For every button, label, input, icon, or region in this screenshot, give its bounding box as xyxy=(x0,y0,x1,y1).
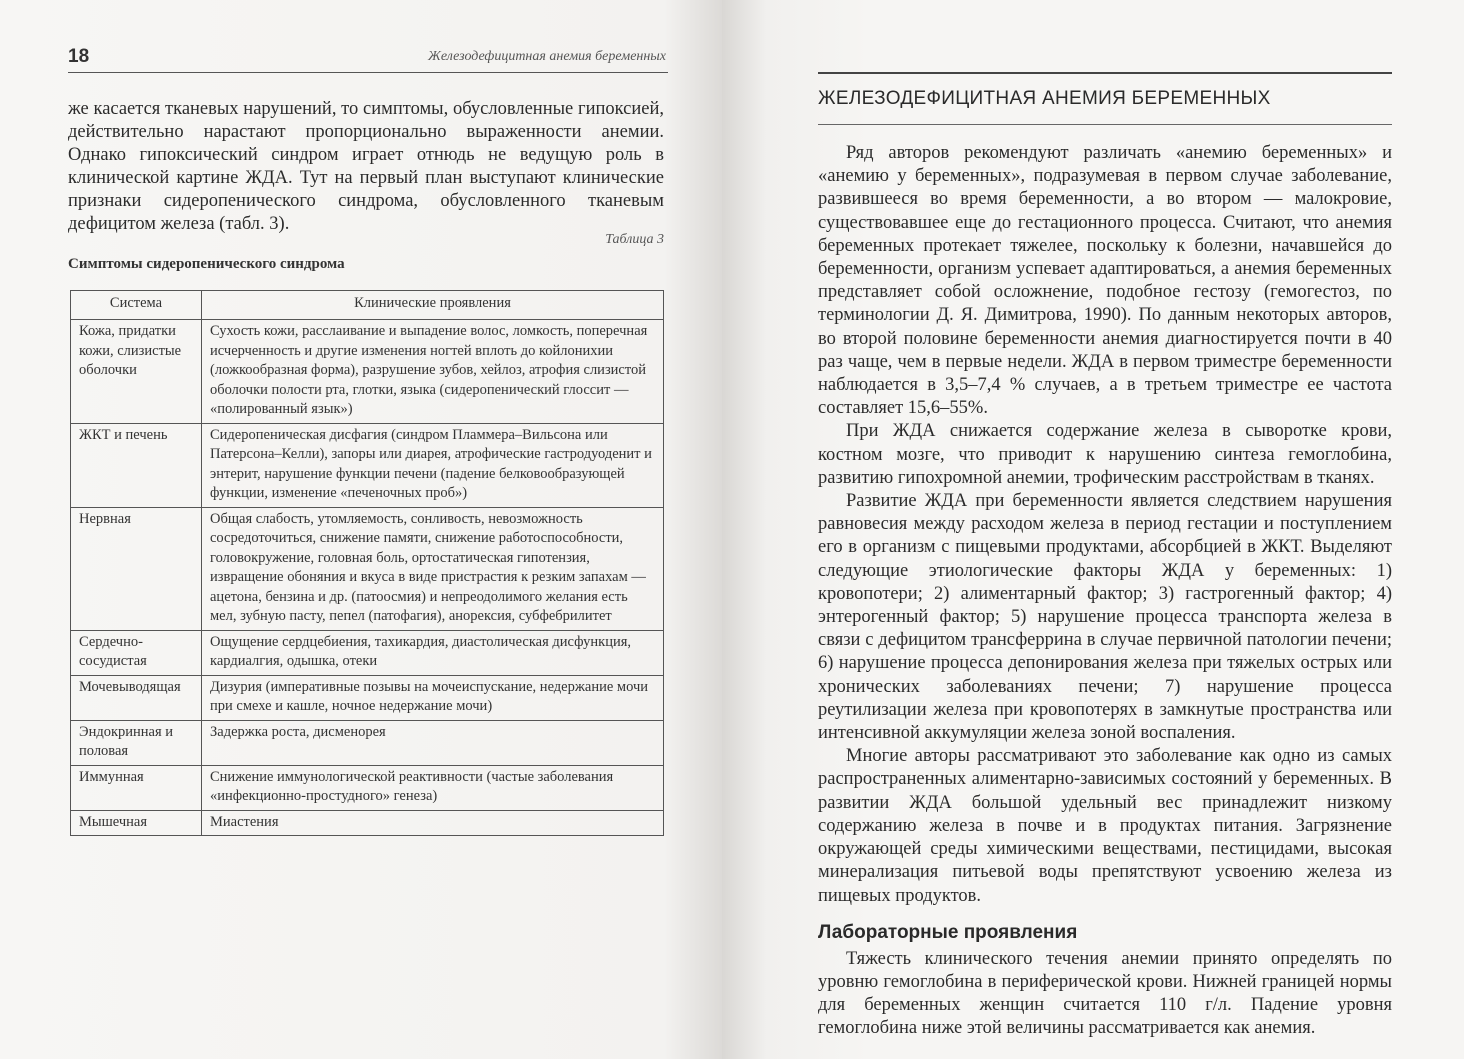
intro-paragraph: же касается тканевых нарушений, то симптомы, обусловленные гипоксией, действительно нарастают пропорционально выраженности анемии. Однако гипоксический синдром играет отнюдь не ведущую роль в клинической картине ЖДА. Тут на первый план выступают клинические признаки сидеропенического синдрома, обусловленного тканевым дефицитом железа (табл. 3). xyxy=(68,99,664,234)
table-row xyxy=(71,423,664,507)
right-page-body xyxy=(818,142,1392,1041)
body-paragraph: Развитие ЖДА при беременности является следствием нарушения равновесия между расходом железа в период гестации и поступлением его в организм с пищевыми продуктами, абсорбцией в ЖКТ. Выделяют следующие этиологические факторы ЖДА у беременных: 1) кровопотери; 2) алиментарный фактор; 3) гастрогенный фактор; 4) энтерогенный фактор; 5) нарушение процесса транспорта железа в связи с дефицитом трансферрина в случае первичной патологии печени; 6) нарушение процесса депонирования железа при тяжелых острых или хронических заболеваниях печени; 7) нарушение процесса реутилизации железа при кровопотерях в замкнутые пространства или интенсивной аккумуляции железа зоной воспаления. xyxy=(818,491,1392,744)
table-cell-system: Эндокринная и половая xyxy=(71,720,202,765)
table-cell-symptoms: Миастения xyxy=(202,810,664,836)
table-cell-symptoms: Задержка роста, дисменорея xyxy=(202,720,664,765)
table-row xyxy=(71,765,664,810)
header-rule-bottom xyxy=(818,124,1392,125)
table-cell-system: ЖКТ и печень xyxy=(71,423,202,507)
table-number: Таблица 3 xyxy=(605,232,664,247)
table-row xyxy=(71,810,664,836)
table-cell-system: Кожа, придатки кожи, слизистые оболочки xyxy=(71,320,202,424)
table-cell-symptoms: Общая слабость, утомляемость, сонливость, невозможность сосредоточиться, снижение памяти, снижение работоспособности, головокружение, головная боль, ортостатическая гипотензия, извращение обоняния и вкуса в виде пристрастия к резким запахам — ацетона, бензина и др. (патоосмия) и непреодолимого желания есть мел, зубную пасту, пепел (патофагия), анорексия, субфебрилитет xyxy=(202,507,664,630)
table-cell-symptoms: Дизурия (императивные позывы на мочеиспускание, недержание мочи при смехе и кашле, ночное недержание мочи) xyxy=(202,675,664,720)
section-title: Лабораторные проявления xyxy=(818,921,1078,943)
table-row xyxy=(71,675,664,720)
section-paragraph: Тяжесть клинического течения анемии принято определять по уровню гемоглобина в периферической крови. Нижней границей нормы для беременных женщин считается 110 г/л. Падение уровня гемоглобина ниже этой величины рассматривается как анемия. xyxy=(818,948,1392,1039)
left-page-header xyxy=(68,44,668,73)
table-cell-system: Мышечная xyxy=(71,810,202,836)
header-rule-top xyxy=(818,72,1392,74)
running-head: Железодефицитная анемия беременных xyxy=(428,49,666,64)
table-row xyxy=(71,720,664,765)
table-cell-symptoms: Сидеропеническая дисфагия (синдром Пламмера–Вильсона или Патерсона–Келли), запоры или диарея, атрофические гастродуоденит и энтерит, нарушение функции печени (падение белковообразующей функции, изменение «печеночных проб») xyxy=(202,423,664,507)
table-cell-system: Сердечно-сосудистая xyxy=(71,630,202,675)
table-cell-symptoms: Сухость кожи, расслаивание и выпадение волос, ломкость, поперечная исчерченность и другие изменения ногтей вплоть до койлонихии (ложкообразная форма), разрушение зубов, хейлоз, атрофия слизистой оболочки полости рта, глотки, языка (сидеропенический глоссит — «полированный язык») xyxy=(202,320,664,424)
table-cell-system: Иммунная xyxy=(71,765,202,810)
table-cell-symptoms: Ощущение сердцебиения, тахикардия, диастолическая дисфункция, кардиалгия, одышка, отеки xyxy=(202,630,664,675)
chapter-header: ЖЕЛЕЗОДЕФИЦИТНАЯ АНЕМИЯ БЕРЕМЕННЫХ xyxy=(818,88,1271,109)
page-number: 18 xyxy=(68,46,90,67)
left-page xyxy=(0,0,722,1059)
table-title: Симптомы сидеропенического синдрома xyxy=(68,256,345,272)
table-cell-system: Нервная xyxy=(71,507,202,630)
table-row xyxy=(71,320,664,424)
table-row xyxy=(71,630,664,675)
symptoms-table xyxy=(70,290,664,836)
body-paragraph: Ряд авторов рекомендуют различать «анемию беременных» и «анемию у беременных», подразумевая в первом случае заболевание, развившееся во время беременности, а во втором — малокровие, существовавшее еще до гестационного процесса. Считают, что анемия беременных протекает тяжелее, поскольку к болезни, начавшейся до беременности, организм успевает адаптироваться, а анемия беременных представляет собой осложнение, подобное гестозу (гемогестоз, по терминологии Д. Я. Димитрова, 1990). По данным некоторых авторов, во второй половине беременности анемия диагностируется почти в 40 раз чаще, чем в первые недели. ЖДА в первом триместре беременности наблюдается в 3,5–7,4 % случаев, а в третьем триместре ее частота составляет 15,6–55%. xyxy=(818,143,1392,419)
table-header-symptoms: Клинические проявления xyxy=(202,291,664,320)
table-cell-system: Мочевыводящая xyxy=(71,675,202,720)
table-cell-symptoms: Снижение иммунологической реактивности (частые заболевания «инфекционно-простудного» генеза) xyxy=(202,765,664,810)
table-row xyxy=(71,507,664,630)
table-header-system: Система xyxy=(71,291,202,320)
body-paragraph: Многие авторы рассматривают это заболевание как одно из самых распространенных алиментарно-зависимых состояний у беременных. В развитии ЖДА большой удельный вес принадлежит низкому содержанию железа в почве и в продуктах питания. Загрязнение окружающей среды химическими веществами, пестицидами, высокая минерализация питьевой воды препятствуют усвоению железа из пищевых продуктов. xyxy=(818,746,1392,906)
table-header-row xyxy=(71,291,664,320)
right-page xyxy=(722,0,1464,1059)
body-paragraph: При ЖДА снижается содержание железа в сыворотке крови, костном мозге, что приводит к нарушению синтеза гемоглобина, развитию гипохромной анемии, трофическим расстройствам в тканях. xyxy=(818,421,1392,488)
